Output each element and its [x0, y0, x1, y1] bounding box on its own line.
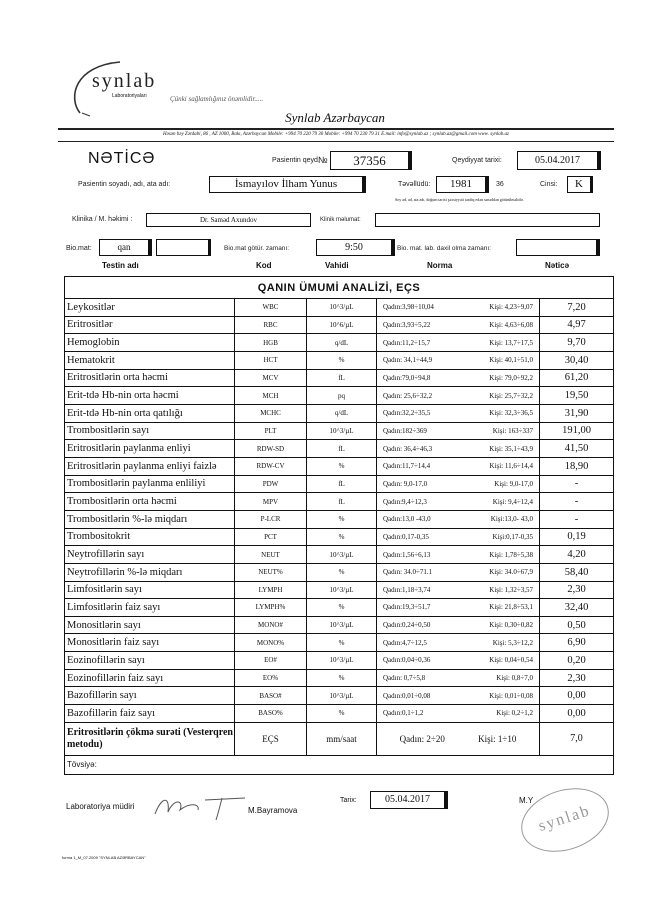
test-name: Trombositlərin %-lə miqdarı [65, 511, 235, 528]
test-code: RDW-CV [235, 458, 307, 475]
section-title: QANIN ÜMUMİ ANALİZİ, EÇS [65, 277, 613, 299]
test-unit: % [307, 705, 377, 722]
taken-time-label: Bio.mat götür. zamanı: [224, 245, 290, 252]
test-norm [377, 423, 540, 440]
norm-female: Qadın:3,98÷10,04 [383, 303, 434, 312]
test-code: BASO% [235, 705, 307, 722]
test-code: MCV [235, 370, 307, 387]
test-name: Erit-tdə Hb-nin orta qatılığı [65, 405, 235, 422]
table-row [65, 476, 613, 494]
norm-female: Qadın:11,7÷14,4 [383, 462, 431, 471]
test-code: MCHC [235, 405, 307, 422]
header-kod: Kod [256, 261, 272, 270]
stamp: synlab [513, 778, 617, 863]
norm-male: Kişi: 32,3÷36,5 [489, 409, 533, 418]
norm-female: Qadın:0,24÷0,50 [383, 621, 431, 630]
table-row [65, 546, 613, 564]
test-code: NEUT [235, 546, 307, 563]
test-unit: 10^3/µL [307, 652, 377, 669]
test-code: PDW [235, 476, 307, 493]
norm-male: Kişi: 25,7÷32,2 [489, 391, 533, 400]
norm-female: Qadın:0,04÷0,36 [383, 656, 431, 665]
test-code: LYMPH [235, 582, 307, 599]
test-norm [377, 511, 540, 528]
test-result: 0,20 [567, 654, 586, 666]
test-unit: 10^3/µL [307, 582, 377, 599]
date-label: Tarix: [340, 797, 357, 804]
test-norm [377, 458, 540, 475]
test-norm [377, 370, 540, 387]
norm-male: Kişi: 11,6÷14,4 [489, 462, 533, 471]
test-unit: fL [307, 493, 377, 510]
test-unit: % [307, 670, 377, 687]
table-row [65, 334, 613, 352]
test-unit: % [307, 458, 377, 475]
company-name: Synlab Azərbaycan [285, 110, 385, 125]
table-row [65, 493, 613, 511]
initials: M.Y [519, 796, 534, 805]
test-result: 41,50 [564, 443, 589, 455]
test-unit: 10^3/µL [307, 299, 377, 316]
table-row [65, 670, 613, 688]
birth-year: 1981 [436, 176, 489, 193]
norm-female: Qadın:1,18÷3,74 [383, 585, 431, 594]
table-row [65, 652, 613, 670]
test-name: Bazofillərin faiz sayı [65, 705, 235, 722]
norm-female: Qadın:4,7÷12,5 [383, 638, 427, 647]
test-name: Hemoglobin [65, 334, 235, 351]
norm-female: Qadın:32,2÷35,5 [383, 409, 431, 418]
norm-male: Kişi: 0,04÷0,54 [489, 656, 533, 665]
divider [58, 141, 614, 142]
test-name: Monositlərin sayı [65, 617, 235, 634]
test-norm [377, 617, 540, 634]
test-norm [377, 317, 540, 334]
test-code: MONO# [235, 617, 307, 634]
table-row [65, 634, 613, 652]
test-result: 9,70 [567, 337, 586, 349]
test-code: PLT [235, 423, 307, 440]
test-code: MPV [235, 493, 307, 510]
test-result: 32,40 [564, 601, 589, 613]
test-result: 4,20 [567, 549, 586, 561]
table-row [65, 299, 613, 317]
test-unit: q/dL [307, 405, 377, 422]
test-code: EO# [235, 652, 307, 669]
norm-female: Qadın:0,1÷1,2 [383, 709, 424, 718]
norm-female: Qadın: 9,0-17,0 [383, 479, 428, 488]
test-result: 7,0 [570, 733, 583, 745]
test-unit: % [307, 352, 377, 369]
test-name: Erit-tdə Hb-nin orta həcmi [65, 387, 235, 404]
test-code: PCT [235, 529, 307, 546]
test-norm [377, 546, 540, 563]
table-row [65, 317, 613, 335]
table-row [65, 423, 613, 441]
biomat-label: Bio.mat: [66, 245, 92, 252]
test-unit: % [307, 511, 377, 528]
test-unit: fL [307, 476, 377, 493]
test-code: EÇS [235, 723, 307, 755]
norm-male: Kişi: 5,3÷12,2 [492, 638, 533, 647]
test-norm [377, 440, 540, 457]
norm-male: Kişi: 13,7÷17,5 [489, 338, 533, 347]
manager-label: Laboratoriya müdiri [66, 802, 135, 811]
slogan: Çünki sağlamlığınız önəmlidir..... [170, 95, 264, 103]
norm-male: Kişi: 0,30÷0,82 [489, 621, 533, 630]
test-norm [377, 352, 540, 369]
norm-male: Kişi: 1÷10 [478, 733, 517, 744]
signature-icon [150, 792, 250, 822]
test-norm [377, 493, 540, 510]
test-name: Neytrofillərin sayı [65, 546, 235, 563]
name-label: Pasientin soyadı, adı, ata adı: [78, 181, 171, 188]
test-unit: 10^3/µL [307, 423, 377, 440]
test-code: EO% [235, 670, 307, 687]
test-norm [377, 582, 540, 599]
table-row [65, 564, 613, 582]
id-note: Soy ad, ad, ata adı, doğum tarixi şəxsiyyəti təsdiq edən sənəddən götürülməlidir. [395, 197, 524, 202]
norm-male: Kişi: 0,01÷0,08 [489, 691, 533, 700]
test-code: HCT [235, 352, 307, 369]
norm-female: Qadın:3,93÷5,22 [383, 320, 431, 329]
reg-date-label: Qeydiyyat tarixi: [452, 157, 502, 164]
norm-female: Qadın:182÷369 [383, 426, 427, 435]
table-row [65, 387, 613, 405]
test-result: 58,40 [564, 566, 589, 578]
norm-female: Qadın:79,0÷94,8 [383, 373, 431, 382]
test-name: Trombositokrit [65, 529, 235, 546]
test-name: Eozinofillərin sayı [65, 652, 235, 669]
test-norm [377, 687, 540, 704]
norm-male: Kişi: 34.0÷67,9 [489, 568, 533, 577]
test-name: Monositlərin faiz sayı [65, 634, 235, 651]
test-name: Eritrositlərin paylanma enliyi [65, 440, 235, 457]
clinic-info-label: Klinik məlumat: [320, 217, 361, 223]
test-result: - [574, 513, 579, 525]
test-name: Bazofillərin sayı [65, 687, 235, 704]
table-row [65, 582, 613, 600]
test-unit: 10^3/µL [307, 687, 377, 704]
results-table [64, 276, 614, 775]
test-norm [377, 387, 540, 404]
sex: K [567, 176, 593, 193]
test-name: Eozinofillərin faiz sayı [65, 670, 235, 687]
table-rows [65, 299, 613, 723]
contacts-line: Həsən bəy Zərdabi, 86 , AZ 1000, Bakı, Azərbaycan Mobile: +994 70 220 79 30 Mobile: +994 70 230 79 31 E.mail: info@synlab.az ; synlab.az@gmail.com www. synlab.az [162, 132, 509, 137]
test-unit: % [307, 599, 377, 616]
test-name: Trombositlərin paylanma enliliyi [65, 476, 235, 493]
test-name: Leykositlər [65, 299, 235, 316]
age: 36 [496, 181, 504, 188]
norm-female: Qadın:0,17-0,35 [383, 532, 429, 541]
queue-no-label: № [318, 155, 328, 165]
test-code: P-LCR [235, 511, 307, 528]
test-norm [377, 705, 540, 722]
test-name: Eritrositlərin orta həcmi [65, 370, 235, 387]
header-norma: Norma [427, 261, 453, 270]
test-norm [377, 564, 540, 581]
reg-date: 05.04.2017 [517, 151, 601, 170]
logo: synlab [92, 70, 157, 92]
birth-label: Təvəllüdü: [398, 181, 431, 188]
norm-male: Kişi: 0,2÷1,2 [496, 709, 533, 718]
test-result: 30,40 [564, 354, 589, 366]
test-norm [377, 405, 540, 422]
norm-male: Kişi: 1,32÷3,57 [489, 585, 533, 594]
test-norm [377, 334, 540, 351]
queue-label: Pasientin qeyd. [272, 157, 320, 164]
table-row [65, 599, 613, 617]
table-row-esr [65, 723, 613, 756]
header-result: Nəticə [545, 261, 570, 270]
test-norm [377, 476, 540, 493]
test-unit: 10^6/µL [307, 317, 377, 334]
lab-time [516, 239, 600, 256]
test-result: 191,00 [562, 425, 591, 437]
table-row [65, 511, 613, 529]
test-result: 4,97 [567, 319, 586, 331]
logo-subtitle: Laboratoriyaları [112, 93, 147, 99]
test-result: 2,30 [567, 584, 586, 596]
biomat: qan [99, 239, 152, 256]
test-result: - [574, 496, 579, 508]
test-code: MCH [235, 387, 307, 404]
norm-female: Qadın:1,56÷6,13 [383, 550, 431, 559]
norm-male: Kişi: 4,23÷9,07 [489, 303, 533, 312]
test-result: 6,90 [567, 637, 586, 649]
test-result: 7,20 [567, 301, 586, 313]
norm-female: Qadın: 34.0÷71.1 [383, 568, 433, 577]
test-norm [377, 599, 540, 616]
lab-time-label: Bio. mat. lab. daxil olma zamanı: [397, 245, 491, 252]
norm-male: Kişi: 9,0-17,0 [494, 479, 533, 488]
taken-time: 9:50 [316, 239, 395, 256]
norm-male: Kişi: 0,8÷7,0 [496, 674, 533, 683]
norm-male: Kişi: 163÷337 [492, 426, 533, 435]
patient-name: İsmayılov İlham Yunus [209, 176, 366, 193]
test-unit: % [307, 634, 377, 651]
norm-female: Qadın:9,4÷12,3 [383, 497, 427, 506]
test-unit: pq [307, 387, 377, 404]
table-row [65, 529, 613, 547]
clinic-label: Klinika / M. həkimi : [72, 216, 133, 223]
test-name: Eritrositlərin çökmə surəti (Vesterqren metodu) [65, 723, 235, 755]
test-result: 0,00 [567, 690, 586, 702]
test-norm [377, 529, 540, 546]
test-name: Limfositlərin faiz sayı [65, 599, 235, 616]
test-result: - [574, 478, 579, 490]
norm-male: Kişi: 21,8÷53,1 [489, 603, 533, 612]
norm-female: Qadın:13,0 -43,0 [383, 515, 431, 524]
test-name: Hematokrit [65, 352, 235, 369]
test-norm [377, 299, 540, 316]
table-row [65, 705, 613, 723]
clinic-info [375, 213, 600, 227]
norm-female: Qadın: 0,7÷5,8 [383, 674, 426, 683]
test-norm [377, 670, 540, 687]
norm-male: Kişi: 35,1÷43,9 [489, 444, 533, 453]
norm-female: Qadın:19,3÷51,7 [383, 603, 431, 612]
table-row [65, 370, 613, 388]
test-unit: q/dL [307, 334, 377, 351]
norm-male: Kişi:13,0- 43,0 [490, 515, 533, 524]
test-norm [377, 652, 540, 669]
test-unit: % [307, 529, 377, 546]
test-name: Neytrofillərin %-lə miqdarı [65, 564, 235, 581]
test-name: Eritrositlərin paylanma enliyi faizlə [65, 458, 235, 475]
doctor-name: Dr. Saməd Axundov [146, 213, 311, 227]
header-test-name: Testin adı [102, 261, 139, 270]
test-code: RDW-SD [235, 440, 307, 457]
test-result: 31,90 [564, 407, 589, 419]
test-result: 2,30 [567, 672, 586, 684]
result-title: NƏTİCƏ [88, 150, 156, 167]
norm-female: Qadın:0,01÷0,08 [383, 691, 431, 700]
test-name: Limfositlərin sayı [65, 582, 235, 599]
test-result: 19,50 [564, 390, 589, 402]
test-result: 0,19 [567, 531, 586, 543]
test-name: Trombositlərin sayı [65, 423, 235, 440]
table-row [65, 687, 613, 705]
norm-female: Qadın: 36,4÷46,3 [383, 444, 433, 453]
norm-male: Kişi: 4,63÷6,08 [489, 320, 533, 329]
footer-date: 05.04.2017 [370, 791, 448, 809]
norm-male: Kişi: 9,4÷12,4 [492, 497, 533, 506]
test-norm [377, 723, 540, 755]
test-result: 61,20 [564, 372, 589, 384]
norm-female: Qadın:11,2÷15,7 [383, 338, 431, 347]
test-code: BASO# [235, 687, 307, 704]
norm-female: Qadın: 2÷20 [399, 733, 445, 744]
test-result: 0,00 [567, 707, 586, 719]
norm-male: Kişi: 40,1÷51,0 [489, 356, 533, 365]
norm-male: Kişi: 1,78÷5,38 [489, 550, 533, 559]
table-row [65, 440, 613, 458]
test-unit: 10^3/µL [307, 617, 377, 634]
test-result: 0,50 [567, 619, 586, 631]
test-code: MONO% [235, 634, 307, 651]
test-code: LYMPH% [235, 599, 307, 616]
norm-female: Qadın: 25,6÷32,2 [383, 391, 433, 400]
test-code: RBC [235, 317, 307, 334]
table-row [65, 458, 613, 476]
test-name: Eritrositlər [65, 317, 235, 334]
norm-male: Kişi:0,17-0,35 [492, 532, 533, 541]
test-code: HGB [235, 334, 307, 351]
test-norm [377, 634, 540, 651]
table-row [65, 405, 613, 423]
test-code: NEUT% [235, 564, 307, 581]
test-unit: fL [307, 440, 377, 457]
test-result: 18,90 [564, 460, 589, 472]
table-row [65, 352, 613, 370]
biomat-extra-box [156, 239, 211, 256]
test-unit: mm/saat [307, 723, 377, 755]
table-row [65, 617, 613, 635]
test-name: Trombositlərin orta həcmi [65, 493, 235, 510]
test-unit: 10^3/µL [307, 546, 377, 563]
form-code: forma 1_M_07.2009 "SYNLAB AZƏRBAYCAN" [62, 855, 146, 860]
manager-name: M.Bayramova [248, 806, 298, 815]
divider [58, 128, 614, 130]
recommendation: Tövsiyə: [67, 759, 97, 769]
test-unit: % [307, 564, 377, 581]
norm-female: Qadın: 34,1÷44,9 [383, 356, 433, 365]
queue-number: 37356 [330, 151, 412, 170]
norm-male: Kişi: 79,0÷92,2 [489, 373, 533, 382]
test-unit: fL [307, 370, 377, 387]
sex-label: Cinsi: [540, 181, 558, 188]
test-code: WBC [235, 299, 307, 316]
header-vahid: Vahidi [325, 261, 349, 270]
